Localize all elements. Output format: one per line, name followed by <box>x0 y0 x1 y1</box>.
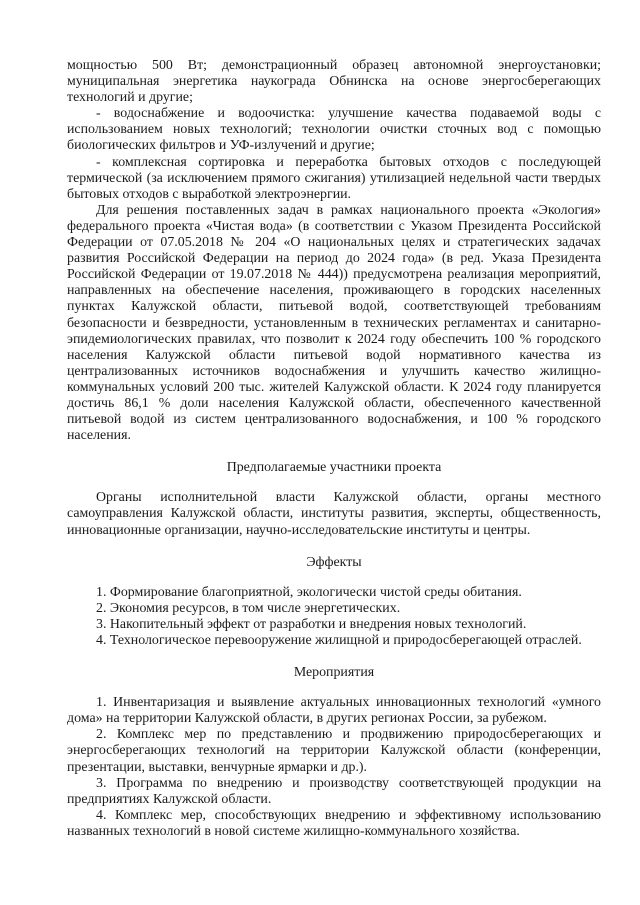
effects-item-4: 4. Технологическое перевооружение жилищной и природосберегающей отраслей. <box>96 633 582 648</box>
heading-effects: Эффекты <box>306 554 362 570</box>
measures-item-1: 1. Инвентаризация и выявление актуальных инновационных технологий «умного дома» на территории Калужской области, в других регионах России, за рубежом. <box>67 695 601 727</box>
effects-list <box>67 585 601 649</box>
paragraph-energy-continued: мощностью 500 Вт; демонстрационный образец автономной энергоустановки; муниципальная энергетика наукограда Обнинска на основе энергосберегающих технологий и другие; <box>67 58 601 106</box>
measures-item-4: 4. Комплекс мер, способствующих внедрению и эффективному использованию названных технологий в новой системе жилищно-коммунального хозяйства. <box>67 807 601 839</box>
heading-measures: Мероприятия <box>293 665 375 681</box>
heading-participants: Предполагаемые участники проекта <box>226 460 442 476</box>
paragraph-clean-water-project: Для решения поставленных задач в рамках национального проекта «Экология» федерального проекта «Чистая вода» (в соответствии с Указом Президента Российской Федерации от 07.05.2018 № 204 «О национальных целях и стратегических задачах развития Российской Федерации на период до 2024 года» (в ред. Указа Президента Российской Федерации от 19.07.2018 № 444)) предусмотрена реализация мероприятий, направленных на обеспечение населения, проживающего в городских населенных пунктах Калужской области, питьевой водой, соответствующей требованиям безопасности и безвредности, установленным в технических регламентах и санитарно-эпидемиологических правилах, что позволит к 2024 году обеспечить 100 % городского населения Калужской области питьевой водой нормативного качества из централизованных источников водоснабжения и улучшить качество жилищно-коммунальных условий 200 тыс. жителей Калужской области. К 2024 году планируется достичь 86,1 % доли населения Калужской области, обеспеченного качественной питьевой водой из систем централизованного водоснабжения, и 100 % городского населения. <box>67 202 601 444</box>
document-page <box>67 58 601 840</box>
measures-item-2: 2. Комплекс мер по представлению и продвижению природосберегающих и энергосберегающих технологий на территории Калужской области (конференции, презентации, выставки, венчурные ярмарки и др.). <box>67 727 601 775</box>
measures-item-3: 3. Программа по внедрению и производству соответствующей продукции на предприятиях Калужской области. <box>67 775 601 807</box>
paragraph-waste-recycling: - комплексная сортировка и переработка бытовых отходов с последующей термической (за исключением прямого сжигания) утилизацией недельной части твердых бытовых отходов с выработкой электроэнергии. <box>67 154 601 202</box>
paragraph-participants: Органы исполнительной власти Калужской области, органы местного самоуправления Калужской области, институты развития, эксперты, общественность, инновационные организации, научно-исследовательские институты и центры. <box>67 490 601 538</box>
paragraph-water-treatment: - водоснабжение и водоочистка: улучшение качества подаваемой воды с использованием новых технологий; технологии очистки сточных вод с помощью биологических фильтров и УФ-излучений и другие; <box>67 106 601 154</box>
effects-item-2: 2. Экономия ресурсов, в том числе энергетических. <box>96 600 401 616</box>
measures-list <box>67 695 601 840</box>
effects-item-1: 1. Формирование благоприятной, экологически чистой среды обитания. <box>96 584 522 600</box>
effects-item-3: 3. Накопительный эффект от разработки и внедрения новых технологий. <box>96 616 527 632</box>
